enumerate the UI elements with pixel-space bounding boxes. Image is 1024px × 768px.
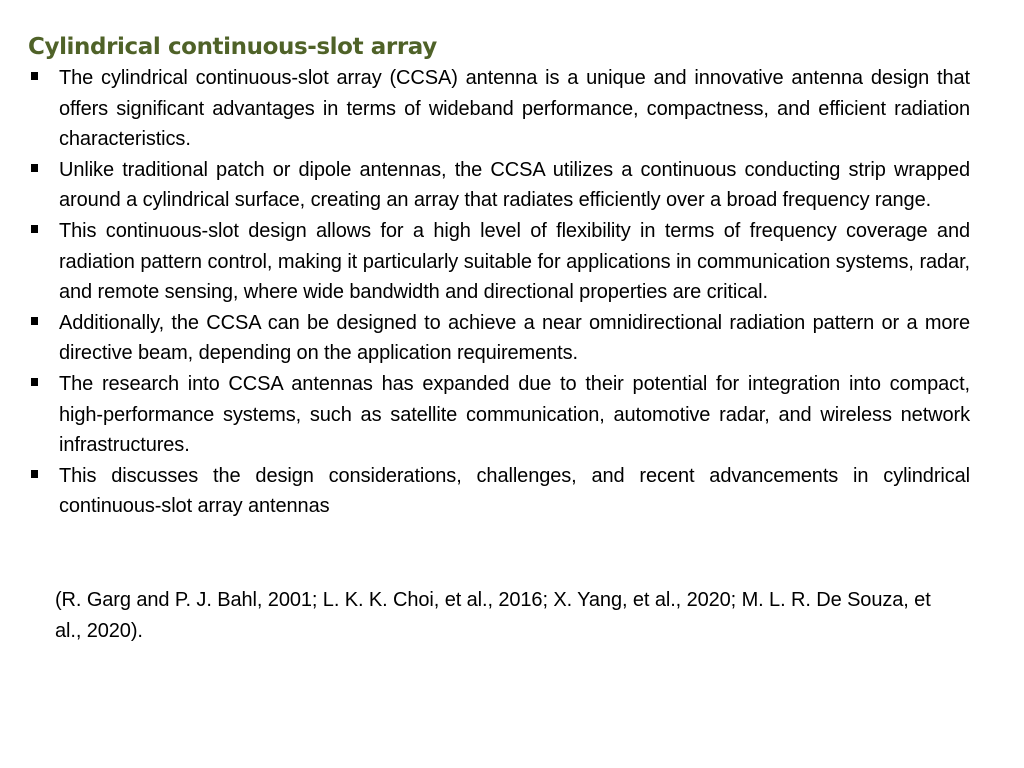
bullet-text: The cylindrical continuous-slot array (CCSA) antenna is a unique and innovative antenna design that offers significant advantages in terms of wideband performance, compactness, and efficient radiation characteristics. — [59, 67, 970, 151]
bullet-text: This continuous-slot design allows for a high level of flexibility in terms of frequency coverage and radiation pattern control, making it particularly suitable for applications in communication systems, radar, and remote sensing, where wide bandwidth and directional properties are critical. — [59, 219, 970, 304]
square-bullet-icon — [31, 72, 38, 80]
slide-title: Cylindrical continuous-slot array — [28, 34, 437, 60]
bullet-item — [28, 216, 970, 308]
square-bullet-icon — [31, 470, 38, 478]
square-bullet-icon — [31, 378, 38, 386]
bullet-item — [28, 369, 970, 461]
bullet-text: Additionally, the CCSA can be designed to achieve a near omnidirectional radiation pattern or a more directive beam, depending on the application requirements. — [59, 311, 970, 365]
square-bullet-icon — [31, 225, 38, 233]
bullet-text: This discusses the design considerations, challenges, and recent advancements in cylindrical continuous-slot array antennas — [59, 464, 970, 518]
bullet-item — [28, 63, 970, 155]
bullet-item — [28, 308, 970, 369]
bullet-list — [28, 63, 970, 522]
square-bullet-icon — [31, 317, 38, 325]
bullet-item — [28, 155, 970, 216]
bullet-text: The research into CCSA antennas has expanded due to their potential for integration into compact, high-performance systems, such as satellite communication, automotive radar, and wireless network infrastructures. — [59, 372, 970, 457]
bullet-item — [28, 461, 970, 522]
citation-text: (R. Garg and P. J. Bahl, 2001; L. K. K. Choi, et al., 2016; X. Yang, et al., 2020; M. L. R. De Souza, et al., 2020). — [55, 589, 931, 642]
bullet-text: Unlike traditional patch or dipole antennas, the CCSA utilizes a continuous conducting strip wrapped around a cylindrical surface, creating an array that radiates efficiently over a broad frequency range. — [59, 158, 970, 212]
square-bullet-icon — [31, 164, 38, 172]
